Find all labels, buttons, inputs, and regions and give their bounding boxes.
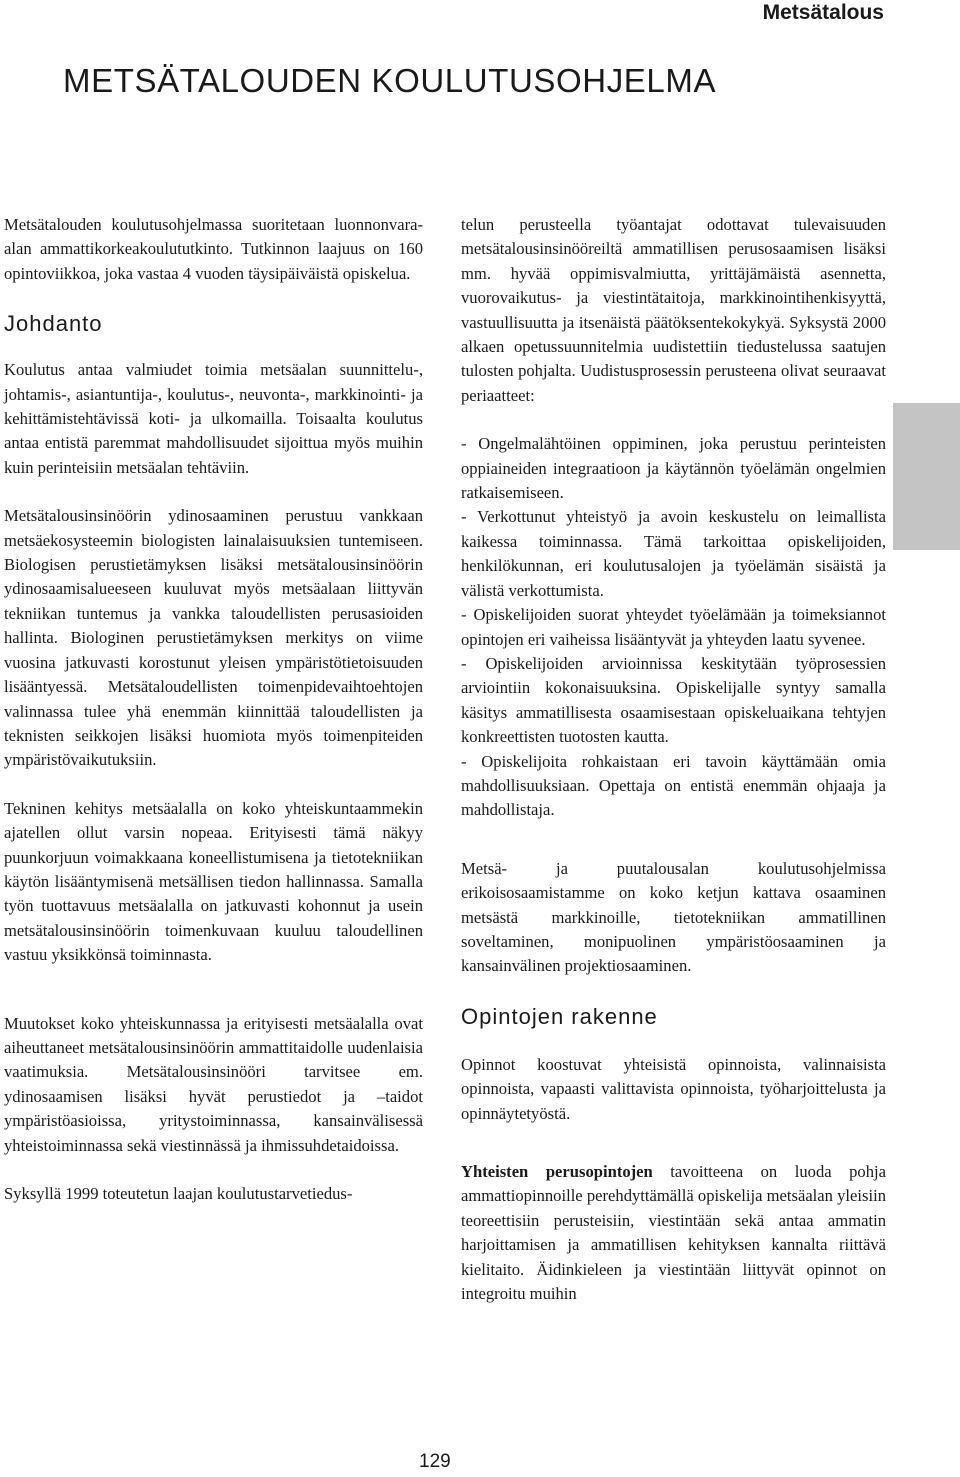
list-item: - Opiskelijoiden arvioinnissa keskitytään työprosessien arviointiin kokonaisuuksina. Opiskelijalle syntyy samalla käsitys ammatillisesta osaamisestaan opiskeluaikana tehtyjen konkreettisten tuotosten kautta.: [461, 653, 886, 747]
body-paragraph: Koulutus antaa valmiudet toimia metsäalan suunnittelu-, johtamis-, asiantuntija-, koulutus-, neuvonta-, markkinointi- ja kehittämistehtävissä koti- ja ulkomailla. Toisaalta koulutus antaa entistä paremmat mahdollisuudet sijoittua myös muihin kuin perinteisiin metsäalan tehtäviin.: [4, 360, 423, 477]
body-paragraph: Opinnot koostuvat yhteisistä opinnoista, valinnaisista opinnoista, vapaasti valittavista opinnoista, työharjoittelusta ja opinnäytetyöstä.: [461, 1054, 886, 1123]
page-number: 129: [419, 1451, 451, 1472]
paragraph-text: tavoitteena on luoda pohja ammattiopinnoille perehdyttämällä opiskelija metsäalan yleisiin teoreettisiin perusteisiin, viestintään sekä antaa ammatin harjoittamisen ja ammatillisen kehityksen kannalta riittävä kielitaito. Äidinkieleen ja viestintään liittyvät opinnot on integroitu muihin: [461, 1162, 886, 1304]
body-paragraph: Metsä- ja puutalousalan koulutusohjelmissa erikoisosaamistamme on koko ketjun kattava osaaminen metsästä markkinoille, tietotekniikan ammatillinen soveltaminen, monipuolinen ympäristöosaaminen ja kansainvälinen projektiosaaminen.: [461, 858, 886, 976]
list-item: - Ongelmalähtöinen oppiminen, joka perustuu perinteisten oppiaineiden integraatioon ja käytännön työelämän ongelmien ratkaisemiseen.: [461, 434, 886, 503]
body-paragraph: Tekninen kehitys metsäalalla on koko yhteiskuntaammekin ajatellen ollut varsin nopeaa. Erityisesti tämä näkyy puunkorjuun voimakkaana koneellistumisena ja tietotekniikan käytön lisääntymisenä metsällisen tiedon hallinnassa. Samalla työn tuottavuus metsäalalla on jatkuvasti kohonnut ja usein metsätalousinsinöörin toimenkuvaan kuuluu taloudellinen vastuu yksikkönsä toiminnasta.: [4, 798, 423, 965]
section-label: Metsätalous: [762, 1, 884, 24]
list-item: - Verkottunut yhteistyö ja avoin keskustelu on leimallista kaikessa toiminnassa. Tämä tarkoittaa opiskelijoiden, henkilökunnan, eri koulutusalojen ja työelämän sisäistä ja välistä verkottumista.: [461, 507, 886, 600]
bold-lead-text: Yhteisten perusopintojen: [461, 1162, 653, 1181]
side-tab-marker: [893, 403, 960, 550]
section-heading-johdanto: Johdanto: [4, 311, 103, 337]
body-paragraph: Muutokset koko yhteiskunnassa ja erityisesti metsäalalla ovat aiheuttaneet metsätalousinsinöörin ammattitaidolle uudenlaisia vaatimuksia. Metsätalousinsinööri tarvitsee em. ydinosaamisen lisäksi hyvät perustiedot ja –taidot ympäristöasioissa, yritystoiminnassa, kansainvälisessä yhteistoiminnassa sekä viestinnässä ja ihmissuhdetaidoissa.: [4, 1013, 423, 1155]
right-column: [461, 213, 886, 1306]
left-column: [4, 213, 423, 1206]
body-paragraph: [461, 1160, 886, 1306]
principles-list: [461, 432, 886, 823]
body-paragraph: Metsätalousinsinöörin ydinosaaminen perustuu vankkaan metsäekosysteemin biologisten lainalaisuuksien tuntemiseen. Biologisen perustietämyksen lisäksi metsätalousinsinöörin ydinosaamisalueeseen kuuluvat myös metsäalaan liittyvän tekniikan tuntemus ja vankka taloudellisten perusasioiden hallinta. Biologinen perustietämyksen merkitys on viime vuosina jatkuvasti korostunut yleisen ympäristötietoisuuden lisääntyessä. Metsätaloudellisten toimenpidevaihtoehtojen valinnassa tulee yhä enemmän kiinnittää taloudellisten ja teknisten seikkojen lisäksi huomiota myös toimenpiteiden ympäristövaikutuksiin.: [4, 506, 423, 770]
intro-paragraph: Metsätalouden koulutusohjelmassa suoritetaan luonnonvara-alan ammattikorkeakoulututkinto. Tutkinnon laajuus on 160 opintoviikkoa, joka vastaa 4 vuoden täysipäiväistä opiskelua.: [4, 215, 423, 283]
body-paragraph: Syksyllä 1999 toteutetun laajan koulutustarvetiedus-: [4, 1184, 353, 1203]
body-paragraph: telun perusteella työantajat odottavat tulevaisuuden metsätalousinsinööreiltä ammatillisen perusosaamisen lisäksi mm. hyvää oppimisvalmiutta, yrittäjämäistä asennetta, vuorovaikutus- ja viestintätaitoja, markkinointihenkisyyttä, vastuullisuutta ja itsenäistä päätöksentekokykyä. Syksystä 2000 alkaen opetussuunnitelmia uudistettiin tiedustelussa saatujen tulosten pohjalta. Uudistusprosessin perusteena olivat seuraavat periaatteet:: [461, 215, 886, 405]
page-title: METSÄTALOUDEN KOULUTUSOHJELMA: [63, 62, 717, 99]
list-item: - Opiskelijoiden suorat yhteydet työelämään ja toimeksiannot opintojen eri vaiheissa lisääntyvät ja yhteyden laatu syvenee.: [461, 605, 886, 649]
section-heading-opintojen-rakenne: Opintojen rakenne: [461, 1003, 658, 1029]
list-item: - Opiskelijoita rohkaistaan eri tavoin käyttämään omia mahdollisuuksiaan. Opettaja on entistä enemmän ohjaaja ja mahdollistaja.: [461, 751, 886, 820]
